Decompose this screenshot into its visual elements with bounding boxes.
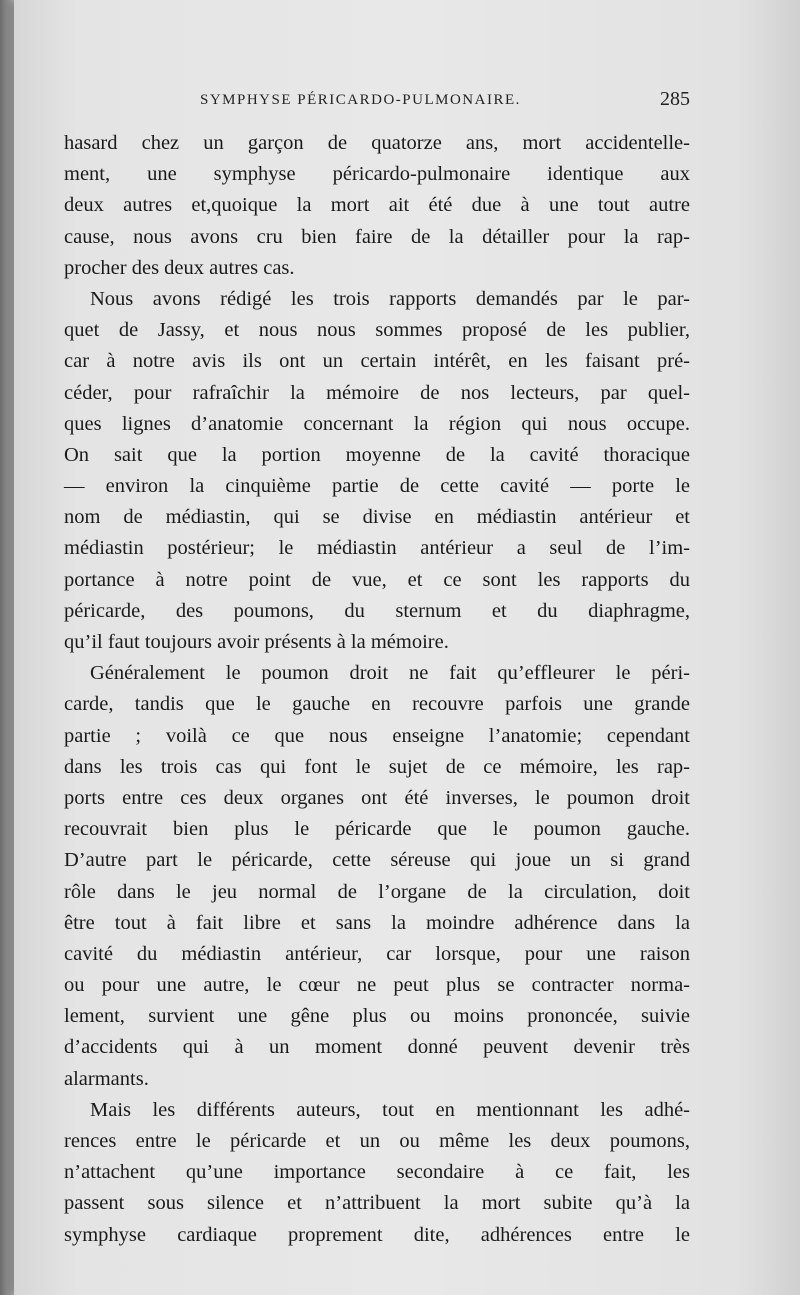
text-line: rences entre le péricarde et un ou même les deux poumons, [64,1130,690,1152]
page-number: 285 [660,88,690,110]
text-line: qu’il faut toujours avoir présents à la mémoire. [64,631,449,653]
text-line: symphyse cardiaque proprement dite, adhérences entre le [64,1223,690,1246]
book-binding-edge [0,0,14,1295]
text-line: Mais les différents auteurs, tout en mentionnant les adhé- [90,1098,690,1121]
text-line: On sait que la portion moyenne de la cavité thoracique [64,443,690,466]
text-line: deux autres et,quoique la mort ait été due à une tout autre [64,194,690,217]
text-line: Généralement le poumon droit ne fait qu’effleurer le péri- [90,662,690,685]
text-line: carde, tandis que le gauche en recouvre parfois une grande [64,693,690,716]
text-line: partie ; voilà ce que nous enseigne l’anatomie; cependant [64,724,690,747]
text-line: lement, survient une gêne plus ou moins prononcée, suivie [64,1005,690,1028]
text-line: portance à notre point de vue, et ce sont les rapports du [64,568,690,591]
text-line: ment, une symphyse péricardo-pulmonaire identique aux [64,163,690,186]
text-line: être tout à fait libre et sans la moindre adhérence dans la [64,911,690,934]
text-line: rôle dans le jeu normal de l’organe de la circulation, doit [64,880,690,903]
text-line: péricarde, des poumons, du sternum et du diaphragme, [64,599,690,622]
text-line: ports entre ces deux organes ont été inverses, le poumon droit [64,786,690,809]
text-line: — environ la cinquième partie de cette cavité — porte le [64,475,690,498]
text-line: quet de Jassy, et nous nous sommes proposé de les publier, [64,319,690,342]
text-line: ques lignes d’anatomie concernant la région qui nous occupe. [64,412,690,435]
text-line: cause, nous avons cru bien faire de la détailler pour la rap- [64,225,690,248]
text-line: passent sous silence et n’attribuent la mort subite qu’à la [64,1192,690,1215]
text-line: dans les trois cas qui font le sujet de ce mémoire, les rap- [64,755,690,778]
text-line: hasard chez un garçon de quatorze ans, mort accidentelle- [64,132,690,154]
text-line: alarmants. [64,1067,149,1090]
text-line: procher des deux autres cas. [64,256,295,279]
text-line: céder, pour rafraîchir la mémoire de nos lecteurs, par quel- [64,381,690,404]
text-line: D’autre part le péricarde, cette séreuse qui joue un si grand [64,849,690,872]
text-line: Nous avons rédigé les trois rapports demandés par le par- [90,287,690,310]
text-line: ou pour une autre, le cœur ne peut plus se contracter norma- [64,974,690,997]
text-line: car à notre avis ils ont un certain intérêt, en les faisant pré- [64,350,690,373]
text-line: recouvrait bien plus le péricarde que le poumon gauche. [64,818,690,841]
text-line: médiastin postérieur; le médiastin antérieur a seul de l’im- [64,537,690,560]
body-text [64,128,690,1251]
text-line: d’accidents qui à un moment donné peuvent devenir très [64,1036,690,1059]
text-line: n’attachent qu’une importance secondaire à ce fait, les [64,1161,690,1184]
running-title: SYMPHYSE PÉRICARDO-PULMONAIRE. [200,92,521,108]
text-line: nom de médiastin, qui se divise en médiastin antérieur et [64,506,690,529]
text-line: cavité du médiastin antérieur, car lorsque, pour une raison [64,942,690,965]
